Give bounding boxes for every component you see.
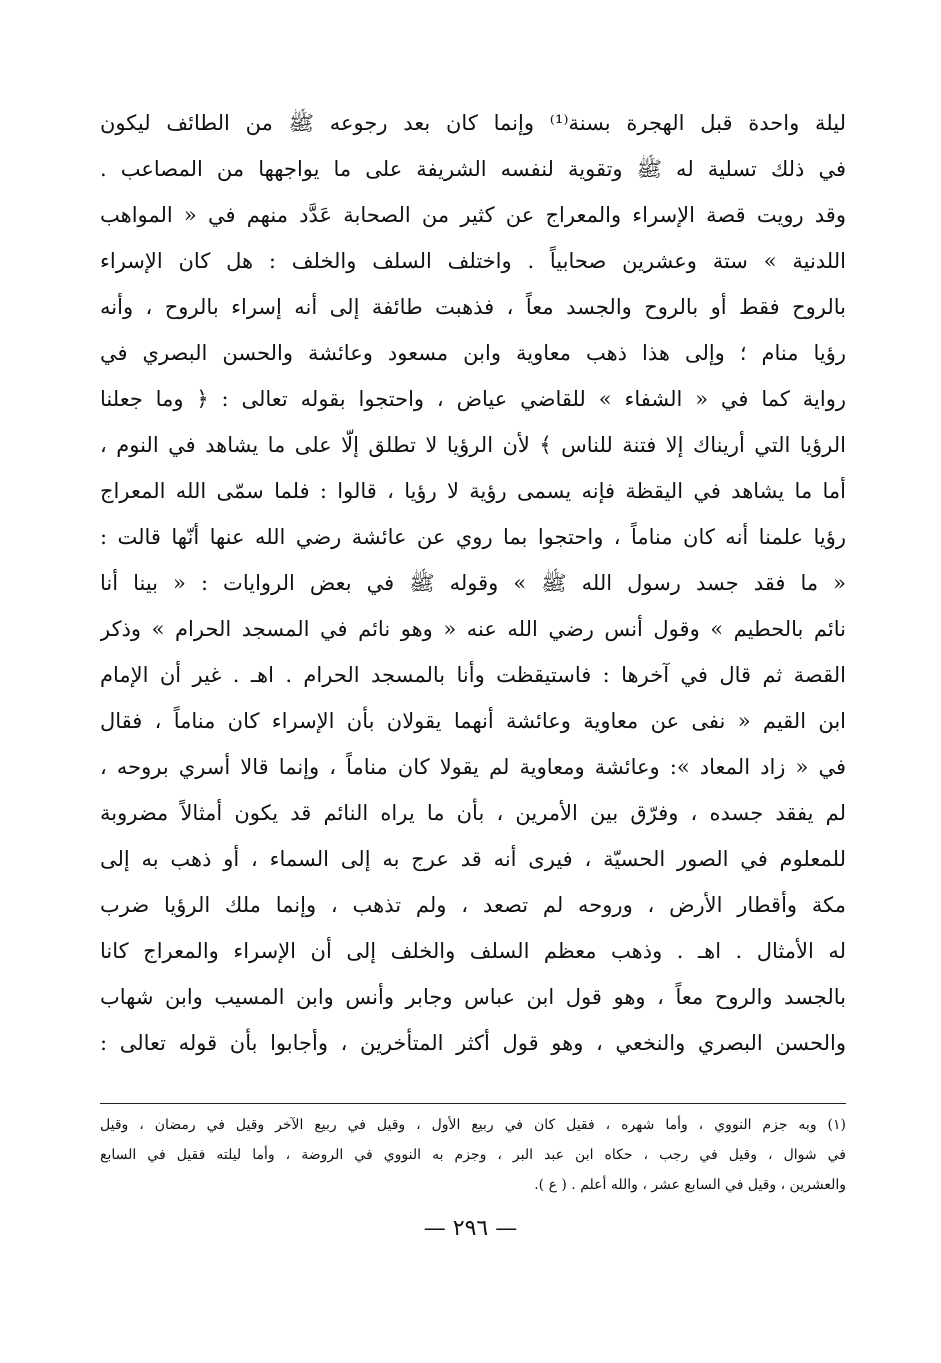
body-line-7: رواية كما في « الشفاء » للقاضي عياض ، واحتجوا بقوله تعالى : ﴿ وما جعلنا [100, 387, 846, 411]
body-text [100, 100, 846, 1066]
footnote-line-2: في شوال ، وقيل في رجب ، حكاه ابن عبد البر ، وجزم به النووي في الروضة ، وأما ليلته فقيل في السابع [100, 1147, 846, 1163]
body-line-8: الرؤيا التي أريناك إلا فتنة للناس ﴾ لأن الرؤيا لا تطلق إلّا على ما يشاهد في النوم ، [100, 433, 846, 457]
footnote-separator [100, 1103, 846, 1104]
body-line-16: لم يفقد جسده ، وفرّق بين الأمرين ، بأن ما يراه النائم قد يكون أمثالاً مضروبة [100, 801, 846, 825]
body-line-2: في ذلك تسلية له ﷺ وتقوية لنفسه الشريفة على ما يواجهها من المصاعب . [100, 157, 846, 181]
body-line-20: بالجسد والروح معاً ، وهو قول ابن عباس وجابر وأنس وابن المسيب وابن شهاب [100, 985, 846, 1009]
body-line-19: له الأمثال . اهـ . وذهب معظم السلف والخلف إلى أن الإسراء والمعراج كانا [100, 939, 846, 963]
body-line-6: رؤيا منام ؛ وإلى هذا ذهب معاوية وابن مسعود وعائشة والحسن البصري في [100, 341, 846, 365]
body-line-11: « ما فقد جسد رسول الله ﷺ » وقوله ﷺ في بعض الروايات : « بينا أنا [100, 571, 846, 595]
body-line-18: مكة وأقطار الأرض ، وروحه لم تصعد ، ولم تذهب ، وإنما ملك الرؤيا ضرب [100, 893, 846, 917]
body-line-13: القصة ثم قال في آخرها : فاستيقظت وأنا بالمسجد الحرام . اهـ . غير أن الإمام [100, 663, 846, 687]
body-line-21: والحسن البصري والنخعي ، وهو قول أكثر المتأخرين ، وأجابوا بأن قوله تعالى : [100, 1031, 846, 1055]
body-line-1: ليلة واحدة قبل الهجرة بسنة⁽¹⁾ وإنما كان بعد رجوعه ﷺ من الطائف ليكون [100, 111, 846, 135]
body-line-9: أما ما يشاهد في اليقظة فإنه يسمى رؤية لا رؤيا ، قالوا : فلما سمّى الله المعراج [100, 479, 846, 503]
footnotes [100, 1110, 846, 1200]
body-line-14: ابن القيم « نفى عن معاوية وعائشة أنهما يقولان بأن الإسراء كان مناماً ، فقال [100, 709, 846, 733]
body-line-5: بالروح فقط أو بالروح والجسد معاً ، فذهبت طائفة إلى أنه إسراء بالروح ، وأنه [100, 295, 846, 319]
footnote-line-3: والعشرين ، وقيل في السابع عشر ، والله أعلم . ( ع ). [534, 1177, 846, 1193]
body-line-12: نائم بالحطيم » وقول أنس رضي الله عنه « وهو نائم في المسجد الحرام » وذكر [100, 617, 846, 641]
footnote-line-1: (١) وبه جزم النووي ، وأما شهره ، فقيل كان في ربيع الأول ، وقيل في ربيع الآخر وقيل في رمضان ، وقيل [100, 1117, 846, 1133]
body-line-10: رؤيا علمنا أنه كان مناماً ، واحتجوا بما روي عن عائشة رضي الله عنها أنّها قالت : [100, 525, 846, 549]
body-line-4: اللدنية » ستة وعشرين صحابياً . واختلف السلف والخلف : هل كان الإسراء [100, 249, 846, 273]
page-number: — ٢٩٦ — [423, 1216, 518, 1241]
body-line-17: للمعلوم في الصور الحسيّة ، فيرى أنه قد عرج به إلى السماء ، أو ذهب به إلى [100, 847, 846, 871]
body-line-15: في « زاد المعاد »: وعائشة ومعاوية لم يقولا كان مناماً ، وإنما قالا أسري بروحه ، [100, 755, 846, 779]
body-line-3: وقد رويت قصة الإسراء والمعراج عن كثير من الصحابة عَدَّد منهم في « المواهب [100, 203, 846, 227]
